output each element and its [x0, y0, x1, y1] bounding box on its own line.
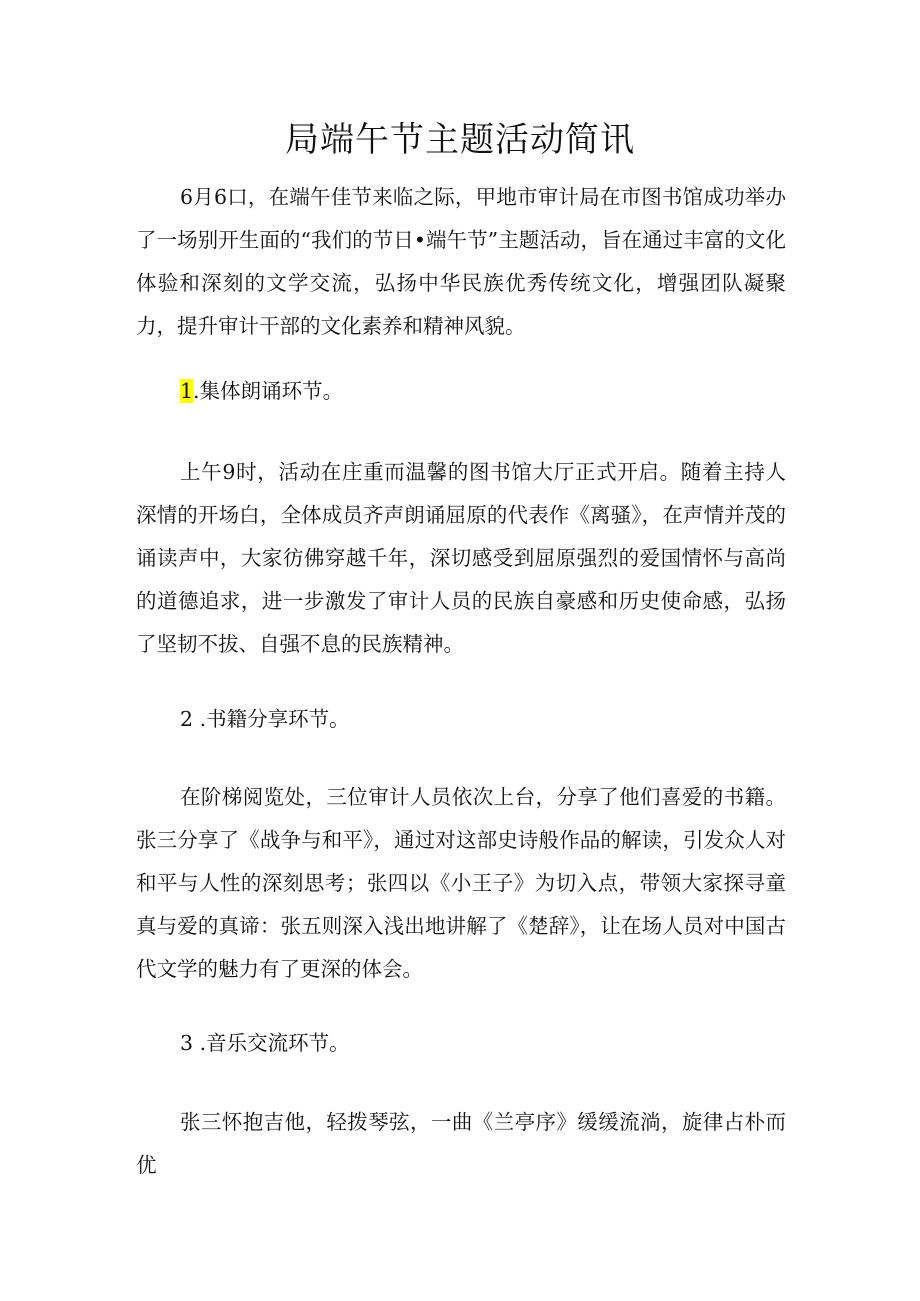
document-title: 局端午节主题活动简讯: [285, 120, 635, 160]
section-3-heading: [180, 1028, 350, 1058]
section-2-title: .书籍分享环节。: [193, 707, 350, 731]
section-1-number: 1: [180, 379, 194, 403]
section-3-number: 3: [180, 1031, 194, 1055]
section-2-heading: [180, 704, 350, 734]
section-1-body: 上午9时，活动在庄重而温馨的图书馆大厅正式开启。随着主持人深情的开场白，全体成员齐声朗诵屈原的代表作《离骚》，在声情并茂的诵读声中，大家彷佛穿越千年，深切感受到屈原强烈的爱国情怀与高尚的道德追求，进一步激发了审计人员的民族自豪感和历史使命感，弘扬了坚韧不拔、自强不息的民族精神。: [136, 460, 786, 656]
section-1-title: .集体朗诵环节。: [193, 379, 344, 403]
intro-paragraph: 6月6口，在端午佳节来临之际，甲地市审计局在市图书馆成功举办了一场别开生面的“我们的节日•端午节”主题活动，旨在通过丰富的文化体验和深刻的文学交流，弘扬中华民族优秀传统文化，增强团队凝聚力，提升审计干部的文化素养和精神风貌。: [136, 185, 786, 338]
section-2-number: 2: [180, 707, 194, 731]
section-1-heading: [180, 376, 343, 406]
section-2-body: 在阶梯阅览处，三位审计人员依次上台，分享了他们喜爱的书籍。张三分享了《战争与和平》，通过对这部史诗般作品的解读，引发众人对和平与人性的深刻思考；张四以《小王子》为切入点，带领大家探寻童真与爱的真谛：张五则深入浅出地讲解了《楚辞》，让在场人员对中国古代文学的魅力有了更深的体会。: [136, 785, 786, 981]
section-3-body: 张三怀抱吉他，轻拨琴弦，一曲《兰亭序》缓缓流淌，旋律占朴而优: [136, 1110, 786, 1177]
section-3-title: .音乐交流环节。: [193, 1031, 350, 1055]
